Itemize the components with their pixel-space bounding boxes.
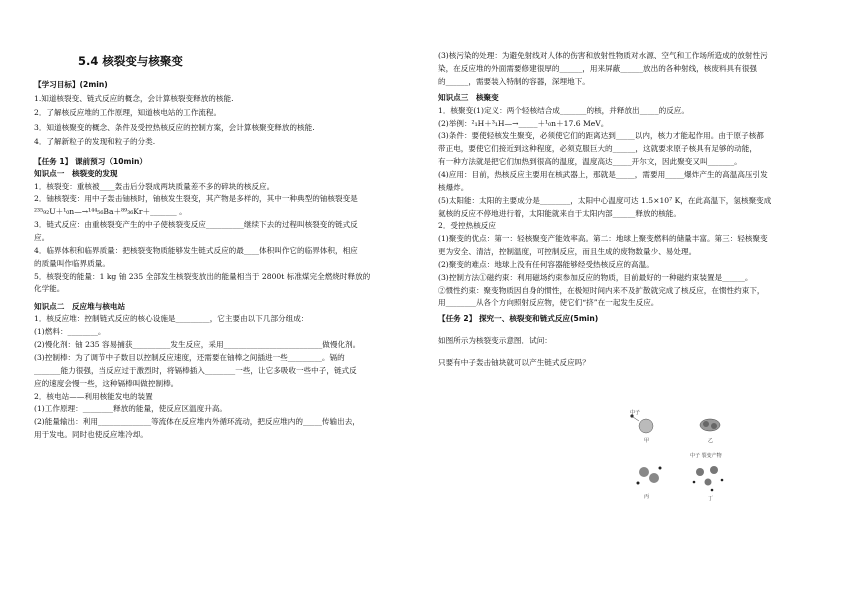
diagram-panel-d [690, 452, 723, 502]
goals-line: 1.知道核裂变、链式反应的概念，会计算核裂变释放的核能. [34, 93, 234, 103]
pollution-list [438, 51, 830, 87]
k1-line: 4．临界体积和临界质量：把核裂变物质能够发生链式反应的最____体积叫作它的临界体积，相应 [34, 245, 358, 255]
k3-line: (2)聚变的难点：地球上没有任何容器能够经受热核反应的高温。 [438, 259, 654, 269]
k3-line: 更为安全、清洁，控制温度，可控制反应，而且生成的废物数量少、易处理。 [438, 247, 697, 257]
rtop-line: 的______，需要装入特制的容器，深埋地下。 [438, 76, 590, 86]
k2-line: (1)燃料：________。 [34, 327, 106, 337]
right-column [438, 0, 830, 368]
k3-line: 核爆炸。 [438, 182, 469, 192]
k3-line: 氦核的反应不停地进行着，太阳能就来自于太阳内部______释放的核能。 [438, 208, 681, 218]
k2-line: (3)控制棒：为了调节中子数目以控制反应速度，还需要在铀棒之间插进一些_________。镉的 [34, 352, 345, 362]
k2-line: 应的速度会慢一些，这种镉棒叫做控制棒。 [34, 378, 179, 388]
k1-list [34, 182, 426, 295]
goals-line: 2．了解核反应堆的工作原理，知道核电站的工作流程。 [34, 108, 222, 118]
k3-line: ②惯性约束：聚变物质因自身的惯性，在极短时间内来不及扩散就完成了核反应，在惯性约束下， [438, 285, 765, 295]
k3-line: 有一种方法就是把它们加热到很高的温度，温度高达_____开尔文，因此聚变又叫_______。 [438, 157, 742, 167]
document-title: 5.4 核裂变与核聚变 [78, 54, 183, 68]
task2-list [438, 336, 830, 369]
rtop-line: (3)核污染的处理：为避免射线对人体的伤害和放射性物质对水源、空气和工作场所造成的放射性污 [438, 51, 768, 60]
k2-line: 用于发电。同时也使反应堆冷却。 [34, 430, 148, 440]
goals-line: 3．知道核聚变的概念、条件及受控热核反应的控制方案，会计算核聚变释放的核能. [34, 122, 315, 132]
goal-list [34, 94, 426, 148]
task2-heading: 【任务 2】 探究一、核裂变和链式反应(5min) [438, 313, 599, 323]
k3-line: 带正电，要使它们接近到这种程度，必须克服巨大的______，这就要求原子核具有足够的动能， [438, 144, 757, 154]
label-c: 丙 [644, 494, 650, 500]
k1-line: 5．核裂变的能量：1 kg 铀 235 全部发生核裂变放出的能量相当于 2800t 标准煤完全燃烧时释放的 [34, 271, 371, 281]
diagram-panel-b [700, 419, 720, 444]
k2-line: _______能力很强，当反应过于激烈时，将镉棒插入________一些，让它多吸收一些中子，链式反 [34, 365, 357, 375]
k1-heading: 知识点一 核裂变的发现 [34, 168, 118, 178]
k3-line: (2)举例：²₁H＋³₁H—→_____＋¹₀n＋17.6 MeV。 [438, 118, 609, 128]
diagram-panel-a [630, 409, 653, 444]
k1-line: ²³⁵₉₂U＋¹₀n—→¹⁴⁴₅₆Ba＋⁸⁹₃₆Kr＋_______ 。 [34, 207, 187, 217]
k2-line: (1)工作原理：________释放的能量，使反应区温度升高。 [34, 404, 228, 414]
k3-heading: 知识点三 核聚变 [438, 92, 499, 102]
k2-line: (2)慢化剂：铀 235 容易捕获__________发生反应，采用__________________________做慢化剂。 [34, 340, 361, 350]
k3-line: (4)应用：目前，热核反应主要用在核武器上，那就是_____，需要用_____爆炸产生的高温高压引发 [438, 170, 768, 179]
k3-list [438, 106, 830, 309]
diagram-panel-c [637, 467, 662, 501]
k2-line: (2)能量输出：利用______________等流体在反应堆内外循环流动，把反应堆内的_____传输出去， [34, 417, 360, 427]
k1-line: 的质量叫作临界质量。 [34, 258, 110, 268]
task1-heading: 【任务 1】 课前预习（10min） [34, 156, 147, 166]
k2-list [34, 314, 426, 440]
k3-line: (3)控制方法①磁约束：利用磁场约束参加反应的物质，目前最好的一种磁约束装置是______。 [438, 272, 753, 282]
k3-line: 用________从各个方向照射反应物，使它们“挤”在一起发生反应。 [438, 298, 659, 308]
goals-line: 4．了解新粒子的发现和粒子的分类. [34, 137, 156, 147]
k1-line: 化学能。 [34, 284, 65, 294]
k1-line: 2．铀核裂变：用中子轰击铀核时，铀核发生裂变，其产物是多样的，其中一种典型的铀核裂变是 [34, 194, 358, 204]
t2-line: 只要有中子轰击铀块就可以产生链式反应吗？ [438, 358, 590, 368]
rtop-line: 染，在反应堆的外面需要修建很厚的______，用来屏蔽______放出的各种射线，核废料具有很强 [438, 63, 757, 73]
k3-line: 2．受控热核反应 [438, 221, 496, 231]
left-column [34, 0, 426, 440]
label-b: 乙 [708, 438, 714, 444]
k2-line: 2．核电站——利用核能发电的装置 [34, 391, 153, 401]
k2-line: 1．核反应堆：控制链式反应的核心设施是_________，它主要由以下几部分组成： [34, 314, 309, 324]
k1-line: 应。 [34, 232, 50, 242]
label-fission-products: 中子 裂变产物 [690, 453, 722, 459]
k3-line: (5)太阳能：太阳的主要成分是________，太阳中心温度可达 1.5×10⁷ K，在此高温下，氢核聚变成 [438, 195, 772, 205]
t2-line: 如图所示为核裂变示意图．试问： [438, 335, 552, 345]
k2-heading: 知识点二 反应堆与核电站 [34, 301, 126, 311]
k1-line: 3．链式反应：由重核裂变产生的中子使核裂变反应__________继续下去的过程叫核裂变的链式反 [34, 220, 358, 230]
k1-line: 1．核裂变：重核被____轰击后分裂成两块质量差不多的碎块的核反应。 [34, 181, 275, 191]
label-a: 甲 [644, 438, 650, 444]
k3-line: (1)聚变的优点：第一：轻核聚变产能效率高。第二：地球上聚变燃料的储量丰富。第三：轻核聚变 [438, 234, 768, 244]
k3-line: (3)条件：要使轻核发生聚变，必须使它们的距离达到_____以内，核力才能起作用。由于原子核都 [438, 131, 764, 141]
label-d: 丁 [708, 496, 714, 502]
k3-line: 1．核聚变(1)定义：两个轻核结合成_______的核，并释放出_____的反应。 [438, 105, 689, 115]
goal-heading: 【学习目标】(2min) [34, 79, 108, 89]
label-neutron: 中子 [630, 410, 641, 416]
fission-diagram [624, 408, 744, 503]
